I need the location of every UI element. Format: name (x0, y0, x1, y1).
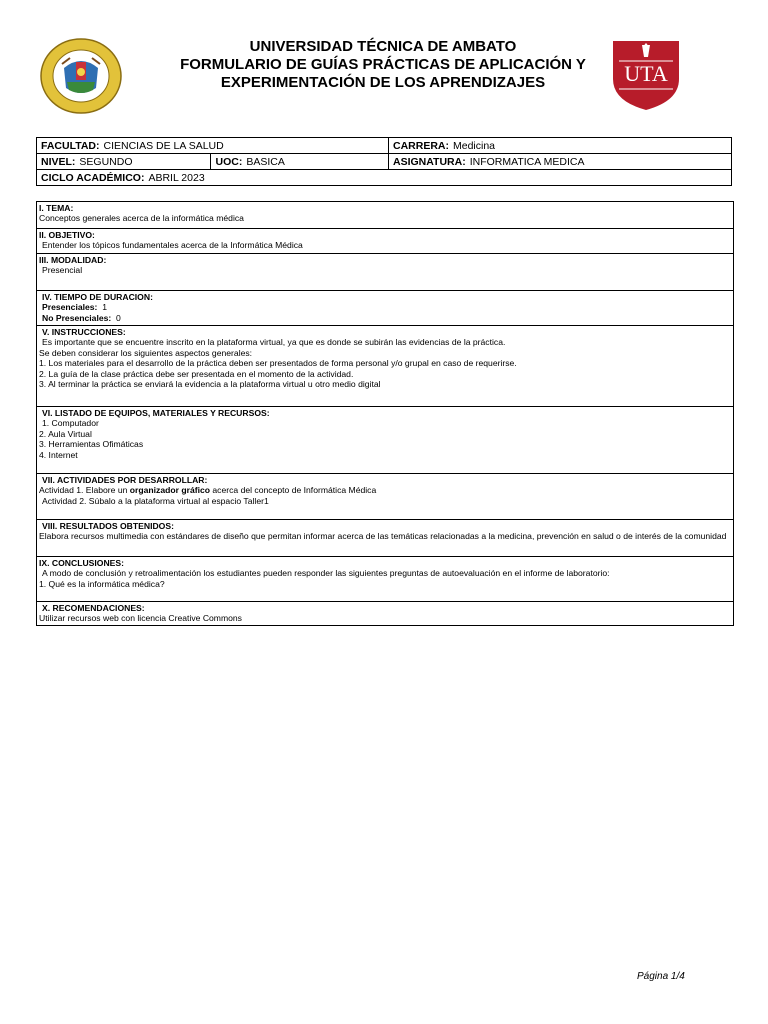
equipos-heading: VI. LISTADO DE EQUIPOS, MATERIALES Y RECURSOS: (42, 408, 270, 418)
recomendaciones-heading: X. RECOMENDACIONES: (42, 603, 145, 613)
section-tema (37, 202, 733, 228)
asignatura-label: ASIGNATURA: (393, 155, 466, 168)
tiempo-heading: IV. TIEMPO DE DURACION: (42, 292, 153, 302)
objetivo-text: Entender los tópicos fundamentales acerca de la Informática Médica (42, 240, 303, 251)
course-info-table (36, 137, 732, 186)
modalidad-heading: III. MODALIDAD: (39, 255, 107, 265)
presenciales-row (39, 302, 731, 312)
recomendaciones-text: Utilizar recursos web con licencia Creative Commons (39, 613, 242, 624)
document-title (130, 38, 636, 92)
ciclo-label: CICLO ACADÉMICO: (41, 171, 145, 184)
conclusion-line: A modo de conclusión y retroalimentación los estudiantes pueden responder las siguientes preguntas de autoevaluación en el informe de laboratorio: (42, 568, 610, 579)
actividad-1-text: Actividad 1. Elabore un (39, 485, 130, 496)
equipo-item: 1. Computador (42, 418, 99, 429)
university-seal-logo (40, 38, 122, 114)
ciclo-cell (37, 170, 732, 186)
actividad-1-emphasis: organizador gráfico (129, 485, 210, 496)
instruccion-line: 3. Al terminar la práctica se enviará la evidencia a la plataforma virtual u otro medio digital (39, 379, 381, 390)
conclusion-line: 1. Qué es la informática médica? (39, 578, 165, 589)
uoc-label: UOC: (215, 155, 243, 168)
no-presenciales-row (39, 313, 731, 323)
section-instrucciones (37, 325, 733, 406)
section-equipos (37, 406, 733, 473)
carrera-value: Medicina (453, 139, 496, 152)
presenciales-label: Presenciales: (42, 302, 98, 313)
actividad-2: Actividad 2. Súbalo a la plataforma virtual al espacio Taller1 (42, 495, 269, 506)
title-line-3: EXPERIMENTACIÓN DE LOS APRENDIZAJES (220, 74, 546, 91)
page-number: Página 1/4 (637, 971, 685, 982)
asignatura-cell (389, 154, 732, 170)
tema-text: Conceptos generales acerca de la informática médica (39, 213, 244, 224)
uoc-cell (211, 154, 389, 170)
section-tiempo (37, 290, 733, 325)
ciclo-value: ABRIL 2023 (148, 171, 205, 184)
resultados-heading: VIII. RESULTADOS OBTENIDOS: (42, 521, 174, 531)
nivel-label: NIVEL: (41, 155, 76, 168)
equipo-item: 2. Aula Virtual (39, 428, 92, 439)
section-resultados (37, 519, 733, 556)
conclusiones-heading: IX. CONCLUSIONES: (39, 558, 124, 568)
title-line-1: UNIVERSIDAD TÉCNICA DE AMBATO (249, 38, 517, 55)
section-objetivo (37, 228, 733, 253)
carrera-cell (389, 138, 732, 154)
instruccion-line: 2. La guía de la clase práctica debe ser presentada en el momento de la actividad. (39, 368, 354, 379)
tema-heading: I. TEMA: (39, 203, 74, 213)
equipo-item: 4. Internet (39, 449, 78, 460)
no-presenciales-value: 0 (116, 312, 121, 323)
instruccion-line: Se deben considerar los siguientes aspectos generales: (39, 347, 253, 358)
instrucciones-heading: V. INSTRUCCIONES: (42, 327, 126, 337)
actividad-1-text-end: acerca del concepto de Informática Médica (210, 485, 377, 496)
instruccion-line: Es importante que se encuentre inscrito en la plataforma virtual, ya que es donde se subirán las evidencias de la práctica. (42, 337, 506, 348)
nivel-value: SEGUNDO (79, 155, 133, 168)
actividad-1 (39, 485, 731, 495)
section-modalidad (37, 253, 733, 290)
asignatura-value: INFORMATICA MEDICA (469, 155, 585, 168)
title-line-2: FORMULARIO DE GUÍAS PRÁCTICAS DE APLICACIÓN Y (180, 56, 586, 73)
carrera-label: CARRERA: (393, 139, 449, 152)
nivel-cell (37, 154, 211, 170)
resultados-text: Elabora recursos multimedia con estándares de diseño que permitan informar acerca de las temáticas relacionadas a la medicina, prevención en salud o de interés de la comunidad (39, 531, 727, 542)
facultad-value: CIENCIAS DE LA SALUD (103, 139, 224, 152)
facultad-label: FACULTAD: (41, 139, 100, 152)
actividades-heading: VII. ACTIVIDADES POR DESARROLLAR: (42, 475, 208, 485)
guide-sections (36, 201, 734, 626)
facultad-cell (37, 138, 389, 154)
section-conclusiones (37, 556, 733, 601)
section-recomendaciones (37, 601, 733, 625)
uoc-value: BASICA (246, 155, 285, 168)
instruccion-line: 1. Los materiales para el desarrollo de la práctica deben ser presentados de forma personal y/o grupal en caso de requerirse. (39, 358, 517, 369)
no-presenciales-label: No Presenciales: (42, 312, 112, 323)
section-actividades (37, 473, 733, 519)
equipo-item: 3. Herramientas Ofimáticas (39, 439, 144, 450)
modalidad-text: Presencial (42, 265, 83, 276)
uta-logo-text: UTA (624, 61, 668, 86)
objetivo-heading: II. OBJETIVO: (39, 230, 95, 240)
presenciales-value: 1 (102, 302, 107, 313)
